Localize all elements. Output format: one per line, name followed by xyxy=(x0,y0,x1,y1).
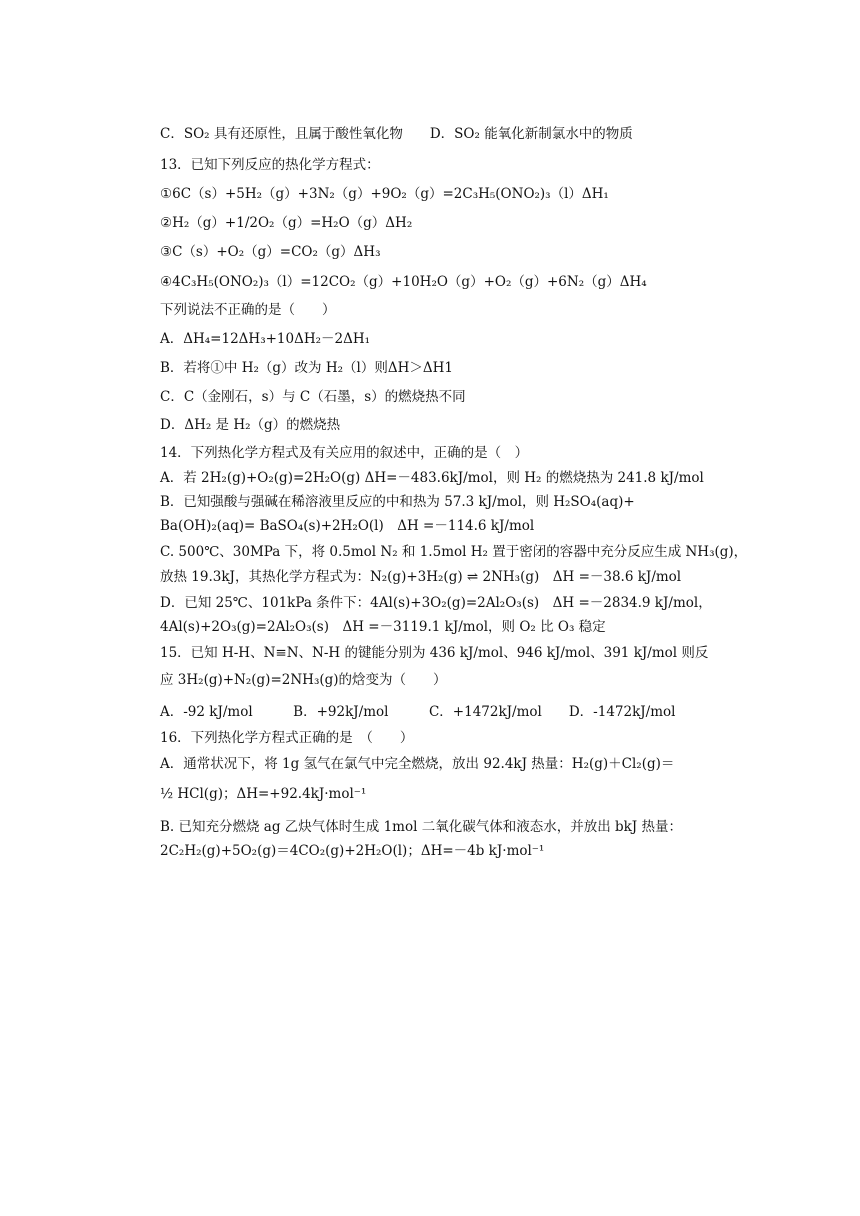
q13-question: 下列说法不正确的是（ ） xyxy=(160,302,336,318)
q15-stem-line1: 15．已知 H-H、N≡N、N-H 的键能分别为 436 kJ/mol、946 kJ/mol、391 kJ/mol 则反 xyxy=(160,645,709,661)
q15-options: A．-92 kJ/mol B．+92kJ/mol C．+1472kJ/mol D．-1472kJ/mol xyxy=(160,704,676,720)
q16-option-b-line2: 2C₂H₂(g)+5O₂(g)＝4CO₂(g)+2H₂O(l)；ΔH=－4b kJ·mol⁻¹ xyxy=(160,843,545,859)
q14-option-c-line2: 放热 19.3kJ，其热化学方程式为：N₂(g)+3H₂(g) ⇌ 2NH₃(g) ΔH =－38.6 kJ/mol xyxy=(160,569,682,585)
q14-option-b-line2: Ba(OH)₂(aq)= BaSO₄(s)+2H₂O(l) ΔH =－114.6 kJ/mol xyxy=(160,518,535,534)
q14-option-b-line1: B．已知强酸与强碱在稀溶液里反应的中和热为 57.3 kJ/mol，则 H₂SO₄(aq)+ xyxy=(160,494,635,510)
q16-stem: 16．下列热化学方程式正确的是 （ ） xyxy=(160,730,414,746)
q16-option-a-line1: A．通常状况下，将 1g 氢气在氯气中完全燃烧，放出 92.4kJ 热量：H₂(g)＋Cl₂(g)＝ xyxy=(160,756,675,772)
q13-option-c: C．C（金刚石，s）与 C（石墨，s）的燃烧热不同 xyxy=(160,389,466,405)
q14-option-d-line2: 4Al(s)+2O₃(g)=2Al₂O₃(s) ΔH =－3119.1 kJ/mol，则 O₂ 比 O₃ 稳定 xyxy=(160,619,606,635)
q14-option-c-line1: C. 500℃、30MPa 下，将 0.5mol N₂ 和 1.5mol H₂ 置于密闭的容器中充分反应生成 NH₃(g)， xyxy=(160,544,748,560)
q13-equation-4: ④4C₃H₅(ONO₂)₃（l）=12CO₂（g）+10H₂O（g）+O₂（g）+6N₂（g）ΔH₄ xyxy=(160,274,647,290)
q13-equation-2: ②H₂（g）+1/2O₂（g）=H₂O（g）ΔH₂ xyxy=(160,215,413,231)
q12-option-cd: C．SO₂ 具有还原性，且属于酸性氧化物 D．SO₂ 能氧化新制氯水中的物质 xyxy=(160,126,633,142)
q13-equation-1: ①6C（s）+5H₂（g）+3N₂（g）+9O₂（g）=2C₃H₅(ONO₂)₃（l）ΔH₁ xyxy=(160,186,609,202)
q13-option-b: B．若将①中 H₂（g）改为 H₂（l）则ΔH＞ΔH1 xyxy=(160,360,453,376)
q16-option-a-line2: ½ HCl(g)；ΔH=+92.4kJ·mol⁻¹ xyxy=(160,786,367,802)
q14-option-a: A．若 2H₂(g)+O₂(g)=2H₂O(g) ΔH=－483.6kJ/mol，则 H₂ 的燃烧热为 241.8 kJ/mol xyxy=(160,470,704,486)
q16-option-b-line1: B. 已知充分燃烧 ag 乙炔气体时生成 1mol 二氧化碳气体和液态水，并放出 bkJ 热量： xyxy=(160,819,683,835)
q13-option-a: A．ΔH₄=12ΔH₃+10ΔH₂－2ΔH₁ xyxy=(160,331,371,347)
q14-stem: 14．下列热化学方程式及有关应用的叙述中，正确的是（ ） xyxy=(160,445,529,461)
q13-option-d: D．ΔH₂ 是 H₂（g）的燃烧热 xyxy=(160,417,341,433)
q13-equation-3: ③C（s）+O₂（g）=CO₂（g）ΔH₃ xyxy=(160,244,381,260)
q14-option-d-line1: D．已知 25℃、101kPa 条件下：4Al(s)+3O₂(g)=2Al₂O₃(s) ΔH =－2834.9 kJ/mol， xyxy=(160,595,712,611)
q15-stem-line2: 应 3H₂(g)+N₂(g)=2NH₃(g)的焓变为（ ） xyxy=(160,672,447,688)
q13-stem: 13．已知下列反应的热化学方程式： xyxy=(160,157,380,173)
